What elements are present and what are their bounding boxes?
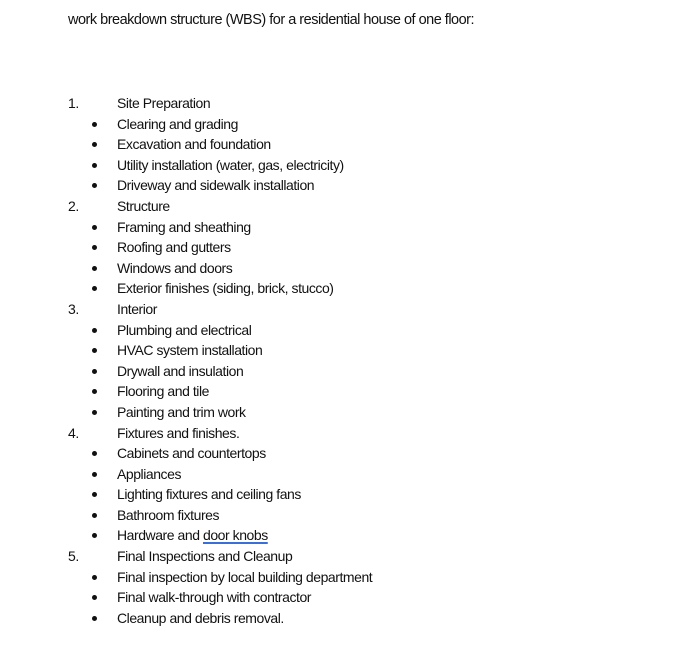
- list-item-text: Cabinets and countertops: [117, 445, 266, 462]
- section-number: 2.: [68, 197, 79, 214]
- bullet-icon: [92, 369, 97, 374]
- list-item: [0, 567, 700, 588]
- list-item-text: Roofing and gutters: [117, 239, 231, 256]
- list-item: [0, 114, 700, 135]
- list-item-text: Utility installation (water, gas, electricity): [117, 156, 344, 173]
- bullet-icon: [92, 575, 97, 580]
- list-item: [0, 361, 700, 382]
- section-title: Structure: [117, 197, 170, 214]
- list-item: [0, 278, 700, 299]
- bullet-icon: [92, 451, 97, 456]
- list-item: [0, 237, 700, 258]
- bullet-icon: [92, 266, 97, 271]
- list-item-text-prefix: Hardware and: [117, 527, 203, 544]
- list-item: [0, 340, 700, 361]
- bullet-icon: [92, 245, 97, 250]
- bullet-icon: [92, 122, 97, 127]
- list-item-text: HVAC system installation: [117, 342, 263, 359]
- list-item-text: Driveway and sidewalk installation: [117, 177, 315, 194]
- document-heading: work breakdown structure (WBS) for a residential house of one floor:: [68, 12, 475, 28]
- list-item-text: [117, 525, 268, 545]
- bullet-icon: [92, 410, 97, 415]
- list-item-text: Clearing and grading: [117, 115, 238, 132]
- bullet-icon: [92, 183, 97, 188]
- bullet-icon: [92, 142, 97, 147]
- bullet-icon: [92, 492, 97, 497]
- bullet-icon: [92, 595, 97, 600]
- list-item: [0, 320, 700, 341]
- section-number: 1.: [68, 95, 79, 111]
- list-item-text: Exterior finishes (siding, brick, stucco): [117, 280, 334, 297]
- bullet-icon: [92, 533, 97, 538]
- list-item: [0, 484, 700, 505]
- section-number: 3.: [68, 300, 79, 317]
- section-row: [0, 299, 700, 320]
- section-row: [0, 423, 700, 444]
- bullet-icon: [92, 225, 97, 230]
- list-item: [0, 155, 700, 176]
- list-item: [0, 525, 700, 546]
- list-item-text: Lighting fixtures and ceiling fans: [117, 486, 301, 503]
- spellcheck-underlined-text: door knobs: [202, 527, 268, 544]
- list-item: [0, 217, 700, 238]
- bullet-icon: [92, 389, 97, 394]
- section-title: Final Inspections and Cleanup: [117, 548, 293, 565]
- list-item-text: Windows and doors: [117, 259, 233, 276]
- list-item-text: Drywall and insulation: [117, 362, 244, 379]
- list-item: [0, 381, 700, 402]
- list-item: [0, 134, 700, 155]
- list-item-text: Final walk-through with contractor: [117, 589, 312, 606]
- section-row: [0, 196, 700, 217]
- list-item-text: Framing and sheathing: [117, 218, 251, 235]
- list-item-text: Excavation and foundation: [117, 136, 271, 153]
- list-item-text: Painting and trim work: [117, 403, 246, 420]
- list-item: [0, 505, 700, 526]
- list-item-text: Flooring and tile: [117, 383, 209, 400]
- list-item: [0, 587, 700, 608]
- section-title: Site Preparation: [117, 95, 211, 111]
- list-item: [0, 464, 700, 485]
- bullet-icon: [92, 163, 97, 168]
- list-item-text: Cleanup and debris removal.: [117, 609, 284, 626]
- bullet-icon: [92, 348, 97, 353]
- list-item-text: Appliances: [117, 465, 181, 482]
- bullet-icon: [92, 616, 97, 621]
- section-row: [0, 546, 700, 567]
- list-item-text: Bathroom fixtures: [117, 506, 220, 523]
- list-item-text: Plumbing and electrical: [117, 321, 252, 338]
- bullet-icon: [92, 472, 97, 477]
- bullet-icon: [92, 286, 97, 291]
- section-number: 5.: [68, 548, 79, 565]
- list-item: [0, 443, 700, 464]
- section-title: Fixtures and finishes.: [117, 424, 240, 441]
- list-item: [0, 175, 700, 196]
- bullet-icon: [92, 328, 97, 333]
- list-item: [0, 608, 700, 629]
- section-row: [0, 93, 700, 114]
- bullet-icon: [92, 513, 97, 518]
- list-item: [0, 402, 700, 423]
- section-number: 4.: [68, 424, 79, 441]
- list-item: [0, 258, 700, 279]
- list-item-text: Final inspection by local building department: [117, 568, 373, 585]
- section-title: Interior: [117, 300, 157, 317]
- wbs-list: [0, 93, 700, 628]
